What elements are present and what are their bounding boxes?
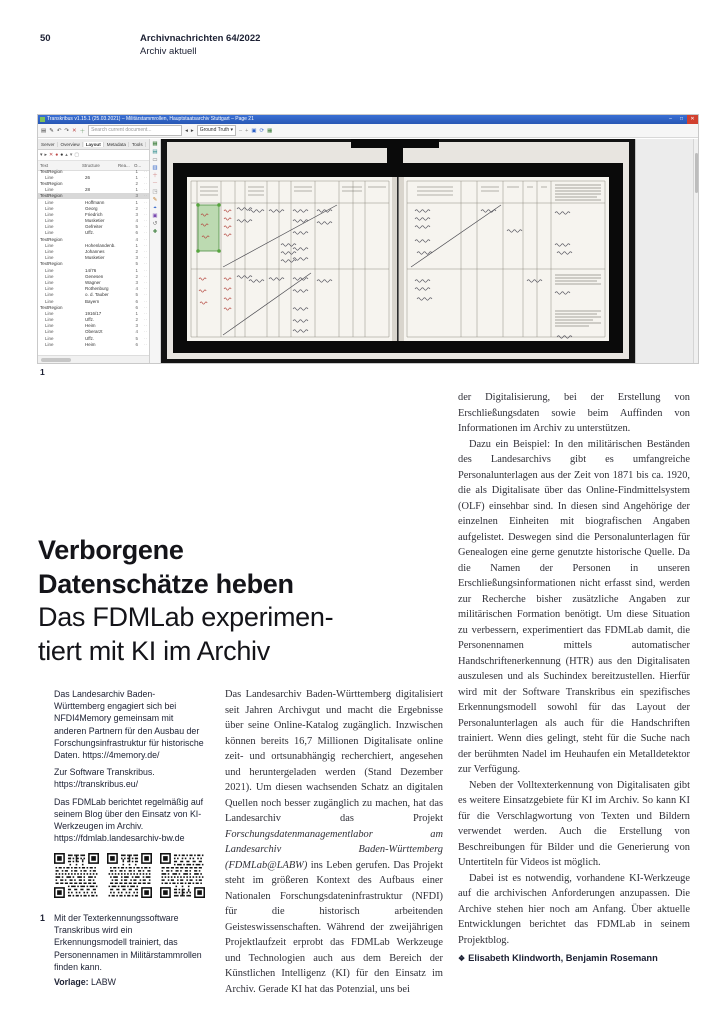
document-canvas[interactable]: [161, 139, 635, 363]
article-paragraph: Dazu ein Beispiel: In den militärischen Beständen des Landesarchivs gibt es umfangreiche Personalunterlagen aus der Zeit von 1871 bis ca. 1920, die als Digitalisate über das Online-Findmittelsystem (OLF) einsehbar sind. In diesen sind Angehörige der einzelnen Einheiten mit biografischen Angaben aufgelistet. Deswegen sind die Personalunterlagen für Genealogen eine gerne genutzte historische Quelle. Da die Namen der Personen in unseren Erschließungsinformationen nicht erfasst sind, werden zur Recherche bisher zusätzliche Angaben zur militärischen Formation benötigt. Um diese Situation zu verbessern, experimentiert das FDMLab damit, die Personennamen mittels automatischer Handschriftenerkennung (HTR) aus den Digitalisaten auszulesen und als Suchindex bereitzustellen. Hierfür wird mit der Software Transkribus ein spezifisches Erkennungsmodell sowohl für das Layout der Personalunterlagen als auch für die Handschriften trainiert. Wenn dies gelingt, steht für die Suche nach der berühmten Nadel im Heuhaufen ein Metalldetektor zur Verfügung.: [458, 438, 690, 775]
expand-all-icon[interactable]: ▸: [44, 152, 48, 158]
split-icon[interactable]: －: [152, 181, 158, 187]
tree-row[interactable]: TextRegion 4 ··: [40, 236, 147, 242]
qr-code-4memory: [54, 853, 99, 898]
scanned-register-image: [161, 139, 635, 363]
tree-row[interactable]: Line Gefreiter 5 ··: [45, 224, 147, 230]
shape-icon[interactable]: ▣: [152, 213, 158, 219]
main-toolbar: [38, 124, 698, 138]
caption-text: Mit der Texterkennungssoftware Transkribus wird ein Erkennungsmodell trainiert, das Personennamen in Militärstammrollen finden kann.: [54, 913, 202, 972]
marginal-notes: [54, 688, 206, 849]
record-icon[interactable]: ●: [55, 152, 59, 158]
tree-row[interactable]: Line 26 1 ··: [45, 174, 147, 180]
section-title: Archiv aktuell: [140, 45, 197, 57]
qr-block: [54, 845, 206, 898]
qr-code-transkribus: [107, 853, 152, 898]
tree-row[interactable]: TextRegion 2 ··: [40, 180, 147, 186]
tree-row[interactable]: Line Hoffmann 1 ··: [45, 199, 147, 205]
transkribus-screenshot: [38, 115, 698, 363]
tree-row[interactable]: Line Bayern 6 ··: [45, 298, 147, 304]
panel-horizontal-scrollbar[interactable]: [38, 355, 149, 363]
window-titlebar: [38, 115, 698, 124]
fit-page-icon[interactable]: ▣: [251, 127, 257, 134]
tree-row[interactable]: Line Wagner 3 ··: [45, 279, 147, 285]
tree-row[interactable]: Line Heim 3 ··: [45, 323, 147, 329]
window-title: Transkribus v1.15.1 (25.03.2021) – Militärstammrollen, Hauptstaatsarchiv Stuttgart – Page 21: [47, 116, 254, 122]
tree-row[interactable]: TextRegion 6 ··: [40, 304, 147, 310]
tree-row[interactable]: Line Musketier 3 ··: [45, 255, 147, 261]
reset-icon[interactable]: ↺: [152, 221, 158, 227]
tree-row[interactable]: Line Friedrich 3 ··: [45, 211, 147, 217]
tree-row[interactable]: TextRegion 1 ··: [40, 168, 147, 174]
tree-row[interactable]: Line Georg 2 ··: [45, 205, 147, 211]
panel-tab[interactable]: Tools: [130, 142, 146, 147]
remove-region-icon[interactable]: ✕: [49, 152, 54, 158]
tree-row[interactable]: Line Uffz. 6 ··: [45, 230, 147, 236]
layers-icon[interactable]: ▦: [267, 127, 273, 134]
tree-row[interactable]: Line Heim 6 ··: [45, 341, 147, 347]
redo-icon[interactable]: ↷: [64, 127, 70, 134]
article-paragraph: Neben der Volltexterkennung von Digitalisaten gibt es weitere Einsatzgebiete für KI im Archiv. So kann KI für die Verschlagwortung von Texten und Bildern verwendet werden. Auch die Erstellung von Beschreibungen für Bilder und die Generierung von Untertiteln für Videos ist möglich.: [458, 779, 690, 868]
col-structure: Structure: [82, 163, 100, 168]
tree-row[interactable]: Line Rothenburg 4 ··: [45, 286, 147, 292]
headline-bold-line2: Datenschätze heben: [38, 568, 294, 599]
save-icon[interactable]: ▤: [41, 127, 47, 134]
page-number: 50: [40, 33, 51, 44]
table-icon[interactable]: ▥: [152, 165, 158, 171]
tree-row[interactable]: Line Uffz. 2 ··: [45, 317, 147, 323]
marginal-note: Das FDMLab berichtet regelmäßig auf seinem Blog über den Einsatz von KI-Werkzeugen im Archiv. https://fdmlab.landesarchiv-bw.de: [54, 796, 204, 844]
add-icon[interactable]: ＋: [79, 128, 86, 135]
next-page-icon[interactable]: ▸: [190, 127, 194, 134]
panel-toolbar: [38, 150, 149, 161]
article-headline: [38, 534, 468, 668]
figure-caption: [40, 912, 206, 988]
tree-rows: [38, 168, 149, 356]
panel-tab[interactable]: Server: [39, 142, 58, 147]
col-text: Text: [40, 163, 49, 168]
edit-icon[interactable]: ✎: [49, 127, 54, 134]
author-names: Elisabeth Klindworth, Benjamin Rosemann: [468, 953, 658, 963]
issue-title: Archivnachrichten 64/2022: [140, 33, 261, 44]
tree-row[interactable]: Line 28 1 ··: [45, 187, 147, 193]
caption-number: 1: [40, 913, 45, 923]
layout-tools-strip: [150, 139, 161, 363]
tree-row[interactable]: TextRegion 3 ··: [40, 193, 147, 199]
headline-sub-line1: Das FDMLab experimen-: [38, 602, 334, 632]
headline-bold-line1: Verborgene: [38, 535, 184, 565]
author-line: [458, 951, 690, 967]
close-button[interactable]: ✕: [687, 115, 698, 124]
zoom-out-icon[interactable]: –: [239, 127, 243, 134]
col-other: O...: [134, 163, 142, 168]
down-icon[interactable]: ▾: [69, 152, 73, 158]
ground-truth-dropdown[interactable]: Ground Truth ▾: [197, 125, 236, 136]
author-flower-icon: ❖: [458, 954, 466, 963]
tree-row[interactable]: Line 1916/17 1 ··: [45, 310, 147, 316]
credit-label: Vorlage:: [54, 977, 89, 988]
qr-code-fdmlab: [160, 853, 205, 898]
add-line-icon[interactable]: ▤: [152, 149, 158, 155]
project-name-italic: Forschungsdatenmanagementlabor am Landesarchiv Baden-Württemberg (FDMLab@LABW): [225, 828, 443, 871]
tree-row[interactable]: TextRegion 5 ··: [40, 261, 147, 267]
figure-number: 1: [40, 367, 45, 377]
panel-tab[interactable]: Metadata: [105, 142, 129, 147]
merge-icon[interactable]: ＋: [152, 173, 158, 179]
up-icon[interactable]: ▴: [65, 152, 68, 158]
tree-row[interactable]: Line Johannes 2 ··: [45, 249, 147, 255]
select-icon[interactable]: ◳: [152, 189, 158, 195]
layout-panel: [38, 139, 150, 363]
minimize-button[interactable]: –: [669, 116, 672, 122]
undo-icon[interactable]: ↶: [56, 127, 62, 134]
canvas-background: [635, 139, 693, 363]
tree-row[interactable]: Line Uffz. 5 ··: [45, 335, 147, 341]
add-region-icon[interactable]: ▦: [152, 141, 158, 147]
tree-row[interactable]: Line 14/76 1 ··: [45, 267, 147, 273]
prev-page-icon[interactable]: ◂: [185, 127, 188, 134]
collapse-all-icon[interactable]: ▾: [40, 152, 43, 158]
search-input[interactable]: Search current document...: [88, 125, 182, 136]
tree-row[interactable]: Line Oberarzt 4 ··: [45, 329, 147, 335]
panel-tabs: [38, 139, 149, 150]
article-paragraph: Dabei ist es notwendig, vorhandene KI-Werkzeuge auf die archivischen Anforderungen anzupassen. Die Archive stehen hier noch am Anfang. Über aktuelle Entwicklungen berichtet das FDMLab in seinem Projektblog.: [458, 872, 690, 946]
col-reading: Rea...: [118, 163, 130, 168]
article-paragraph: Das Landesarchiv Baden-Württemberg digitalisiert seit Jahren Archivgut und macht die Ergebnisse über seine Online-Katalog zugänglich. Inzwischen können bereits 16,7 Millionen Digitalisate online zeit- und ortsunabhängig recherchiert, angesehen und heruntergeladen werden (Stand Dezember 2021). Um diesen wachsenden Schatz an digitalen Quellen noch besser zugänglich zu machen, hat das Landesarchiv das Projekt Forschungsdatenmanagementlabor am Landesarchiv Baden-Württemberg (FDMLab@LABW) ins Leben gerufen. Das Projekt steht im größeren Kontext des Aufbaus einer Nationalen Forschungsdateninfrastruktur (NFDI) für die historisch arbeitenden Geisteswissenschaften. Während der zweijährigen Projektlaufzeit erprobt das FDMLab Werkzeuge und Technologien auch aus dem Bereich der Künstlichen Intelligenz (KI) für den Einsatz im Archiv. Gerade KI hat das Potenzial, uns bei: [225, 689, 443, 995]
panel-tab[interactable]: Overview: [59, 142, 83, 147]
maximize-button[interactable]: □: [679, 116, 684, 122]
target-icon[interactable]: ⌖: [153, 205, 157, 211]
tree-row[interactable]: Line Musketier 4 ··: [45, 218, 147, 224]
credit-value: LABW: [88, 977, 116, 988]
baseline-icon[interactable]: ▭: [152, 157, 158, 163]
dot-icon[interactable]: ●: [60, 152, 64, 158]
app-icon: [40, 117, 45, 122]
window-body: [38, 139, 698, 363]
tree-row[interactable]: Line Hohenlandenb. 1 ··: [45, 242, 147, 248]
marginal-note: Das Landesarchiv Baden-Württemberg engagiert sich bei NFDI4Memory gemeinsam mit anderen Partnern für den Ausbau der Forschungsinfrastruktur für historische Daten. https://4memory.de/: [54, 689, 204, 761]
article-column-right: [458, 390, 690, 967]
tree-row[interactable]: Line o. d. Tauber 5 ··: [45, 292, 147, 298]
box-icon[interactable]: ▢: [74, 152, 80, 158]
pen-icon[interactable]: ✎: [152, 197, 158, 203]
article-column-middle: [225, 687, 443, 997]
rotate-icon[interactable]: ⟳: [259, 127, 265, 134]
panel-tab[interactable]: Layout: [84, 142, 104, 147]
zoom-in-icon[interactable]: +: [245, 127, 249, 134]
canvas-vertical-scrollbar[interactable]: [693, 139, 698, 363]
tree-row[interactable]: Line Genesen 2 ··: [45, 273, 147, 279]
plus-icon[interactable]: ✚: [152, 229, 158, 235]
marginal-note: Zur Software Transkribus. https://transkribus.eu/: [54, 767, 155, 790]
masthead: [140, 33, 260, 58]
article-paragraph: der Digitalisierung, bei der Erstellung von Erschließungsdaten sowie beim Auffinden von Informationen im Archiv zu unterstützen.: [458, 392, 690, 434]
delete-icon[interactable]: ✕: [72, 127, 77, 134]
headline-sub-line2: tiert mit KI im Archiv: [38, 635, 270, 666]
